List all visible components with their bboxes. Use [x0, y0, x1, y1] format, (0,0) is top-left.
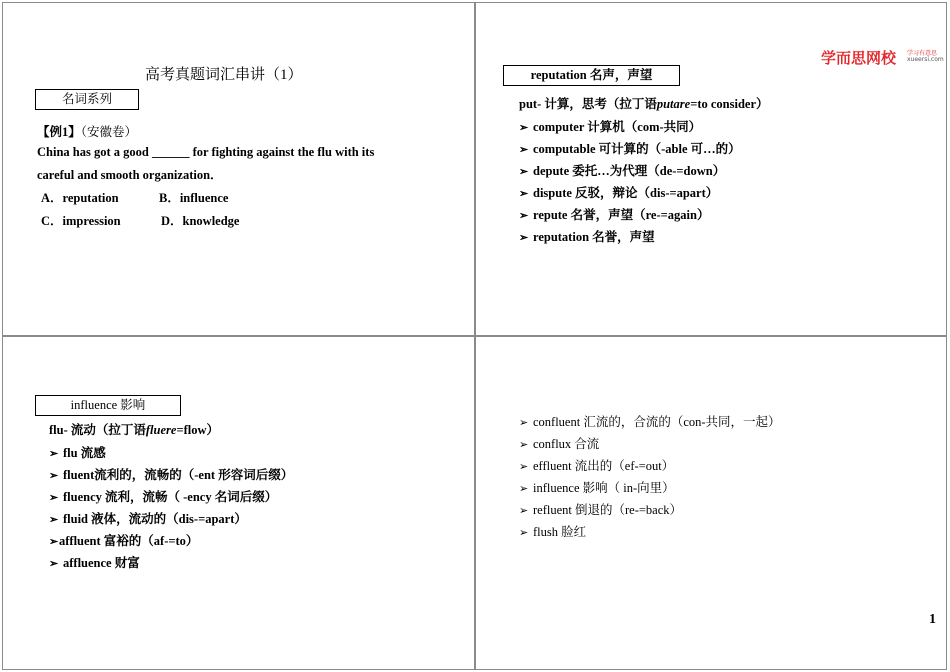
slide-title: 高考真题词汇串讲（1）: [145, 67, 303, 83]
bullet-arrow-icon: ➢: [519, 527, 529, 539]
bullet-arrow-icon: ➢: [519, 166, 529, 178]
slide-2: [475, 2, 947, 336]
option-c: C．impression: [41, 214, 121, 228]
root-prefix: put- 计算，思考（拉丁语: [519, 97, 657, 111]
list-item: ➢ fluent流利的，流畅的（-ent 形容词后缀）: [49, 468, 294, 482]
list-item: ➢ flush 脸红: [519, 525, 587, 539]
bullet-arrow-icon: ➢: [519, 122, 529, 134]
bullet-arrow-icon: ➢: [519, 210, 529, 222]
list-item: ➢ depute 委托…为代理（de-=down）: [519, 164, 726, 178]
question-line-2: careful and smooth organization．: [37, 168, 223, 182]
bullet-arrow-icon: ➢: [49, 492, 59, 504]
slide-1: [2, 2, 475, 336]
root-prefix: flu- 流动（拉丁语: [49, 423, 146, 437]
list-item: ➢ confluent 汇流的，合流的（con-共同，一起）: [519, 415, 781, 429]
bullet-arrow-icon: ➢: [519, 439, 529, 451]
list-item: ➢ dispute 反驳，辩论（dis-=apart）: [519, 186, 719, 200]
logo-main-text: 学而思网校: [821, 49, 897, 67]
bullet-arrow-icon: ➢: [519, 417, 529, 429]
logo-slogan: 学习有意思: [907, 50, 938, 57]
option-a: A．reputation: [41, 191, 119, 205]
slide-3: [2, 336, 475, 670]
question-line-1: China has got a good ______ for fighting against the flu with its: [37, 145, 375, 159]
list-item: ➢ computable 可计算的（-able 可…的）: [519, 142, 741, 156]
list-item: ➢ reputation 名誉，声望: [519, 230, 655, 244]
option-b: B．influence: [159, 191, 229, 205]
list-item: ➢ refluent 倒退的（re-=back）: [519, 503, 683, 517]
bullet-arrow-icon: ➢: [519, 461, 529, 473]
list-item: ➢ fluency 流利，流畅（ -ency 名词后缀）: [49, 490, 278, 504]
option-d: D．knowledge: [161, 214, 240, 228]
root-latin: fluere: [145, 423, 177, 437]
bullet-arrow-icon: ➢: [519, 505, 529, 517]
root-line: [519, 94, 769, 112]
bullet-arrow-icon: ➢: [519, 188, 529, 200]
list-item: ➢affluent 富裕的（af-=to）: [49, 534, 199, 548]
list-item: ➢ influence 影响（ in-向里）: [519, 481, 675, 495]
bullet-arrow-icon: ➢: [519, 483, 529, 495]
list-item: ➢ flu 流感: [49, 446, 106, 460]
bullet-arrow-icon: ➢: [49, 448, 59, 460]
logo-domain: xueersi.com: [907, 56, 944, 63]
reputation-label-box: reputation 名声，声望: [503, 65, 680, 86]
example-source: （安徽卷）: [80, 125, 138, 139]
bullet-arrow-icon: ➢: [49, 514, 59, 526]
list-item: ➢ conflux 合流: [519, 437, 600, 451]
bullet-arrow-icon: ➢: [519, 232, 529, 244]
list-item: ➢ repute 名誉，声望（re-=again）: [519, 208, 710, 222]
root-suffix: =flow）: [176, 423, 219, 437]
bullet-arrow-icon: ➢: [49, 558, 59, 570]
bullet-arrow-icon: ➢: [49, 470, 59, 482]
slide-4: [475, 336, 947, 670]
influence-label-box: influence 影响: [35, 395, 181, 416]
root-latin: putare: [656, 97, 691, 111]
list-item: ➢ affluence 财富: [49, 556, 140, 570]
bullet-arrow-icon: ➢: [519, 144, 529, 156]
page-number: 1: [929, 612, 936, 627]
list-item: ➢ computer 计算机（com-共同）: [519, 120, 702, 134]
root-line: [49, 420, 219, 438]
example-tag: 【例1】: [37, 125, 81, 139]
list-item: ➢ effluent 流出的（ef-=out）: [519, 459, 675, 473]
section-label-box: 名词系列: [35, 89, 139, 110]
root-suffix: =to consider）: [690, 97, 769, 111]
list-item: ➢ fluid 液体，流动的（dis-=apart）: [49, 512, 247, 526]
bullet-arrow-icon: ➢: [49, 536, 59, 548]
example-header: [37, 122, 137, 140]
